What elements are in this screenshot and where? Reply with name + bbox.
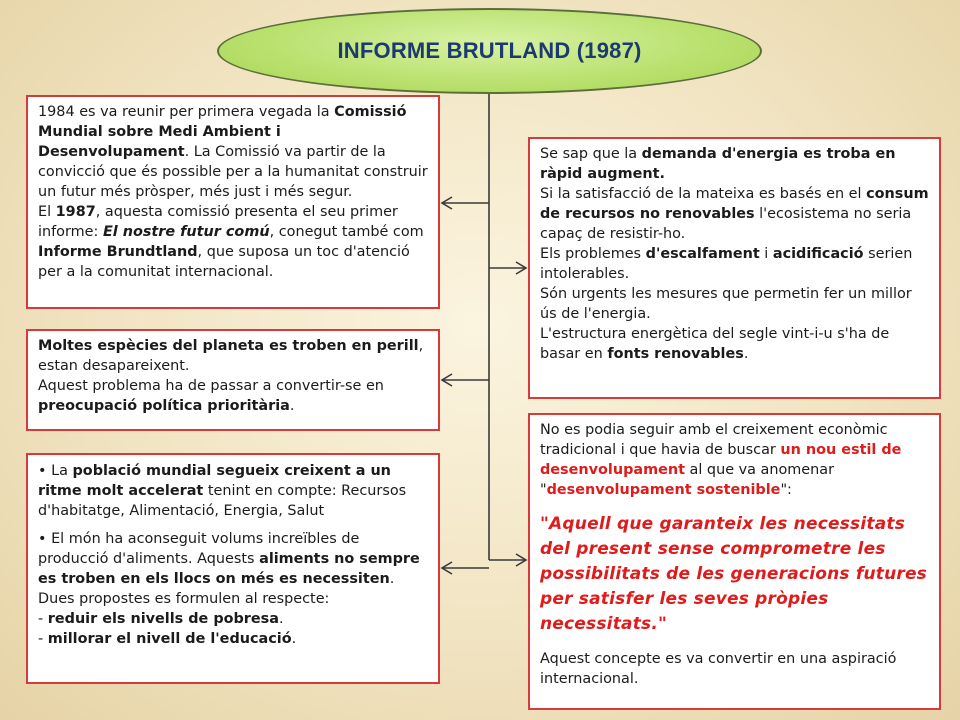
box-desenvolupament-sostenible bbox=[528, 413, 941, 710]
box3-proposal-2: - millorar el nivell de l'educació. bbox=[38, 631, 297, 647]
box-comissio-mundial bbox=[26, 95, 440, 309]
box-energia bbox=[528, 137, 941, 399]
box1-paragraph-2: El 1987, aquesta comissió presenta el seu primer informe: El nostre futur comú, conegut també com Informe Brundtland, que suposa un toc d'atenció per a la comunitat internacional. bbox=[38, 204, 424, 280]
box4-paragraph-3: Els problemes d'escalfament i acidificació serien intolerables. bbox=[540, 246, 913, 282]
box3-bullet-2: • El món ha aconseguit volums increïbles de producció d'aliments. Aquests aliments no sempre es troben en els llocs on més es necessiten. bbox=[38, 529, 430, 589]
box-poblacio-mundial bbox=[26, 453, 440, 684]
box1-paragraph-1: 1984 es va reunir per primera vegada la Comissió Mundial sobre Medi Ambient i Desenvolupament. La Comissió va partir de la convicció que és possible per a la humanitat construir un futur més pròsper, més just i més segur. bbox=[38, 104, 428, 200]
box4-paragraph-4: Són urgents les mesures que permetin fer un millor ús de l'energia. bbox=[540, 286, 912, 322]
diagram-title: INFORME BRUTLAND (1987) bbox=[337, 38, 642, 63]
box4-paragraph-1: Se sap que la demanda d'energia es troba en ràpid augment. bbox=[540, 146, 896, 182]
title-ellipse bbox=[217, 8, 762, 94]
box4-paragraph-2: Si la satisfacció de la mateixa es basés en el consum de recursos no renovables l'ecosistema no seria capaç de resistir-ho. bbox=[540, 186, 929, 242]
box3-proposal-1: - reduir els nivells de pobresa. bbox=[38, 611, 284, 627]
box2-paragraph-2: Aquest problema ha de passar a convertir-se en preocupació política prioritària. bbox=[38, 378, 384, 414]
box3-bullet-1: • La població mundial segueix creixent a un ritme molt accelerat tenint en compte: Recursos d'habitatge, Alimentació, Energia, Salut bbox=[38, 461, 430, 521]
box5-paragraph-1: No es podia seguir amb el creixement econòmic tradicional i que havia de buscar un nou estil de desenvolupament al que va anomenar "desenvolupament sostenible": bbox=[540, 422, 902, 498]
box5-paragraph-2: Aquest concepte es va convertir en una aspiració internacional. bbox=[540, 651, 897, 687]
box4-paragraph-5: L'estructura energètica del segle vint-i-u s'ha de basar en fonts renovables. bbox=[540, 326, 890, 362]
box3-proposals-intro: Dues propostes es formulen al respecte: bbox=[38, 591, 330, 607]
box2-paragraph-1: Moltes espècies del planeta es troben en perill, estan desapareixent. bbox=[38, 338, 424, 374]
box-especies-perill bbox=[26, 329, 440, 431]
sustainable-development-definition: "Aquell que garanteix les necessitats del present sense comprometre les possibilitats de les generacions futures per satisfer les seves pròpies necessitats." bbox=[540, 514, 928, 634]
